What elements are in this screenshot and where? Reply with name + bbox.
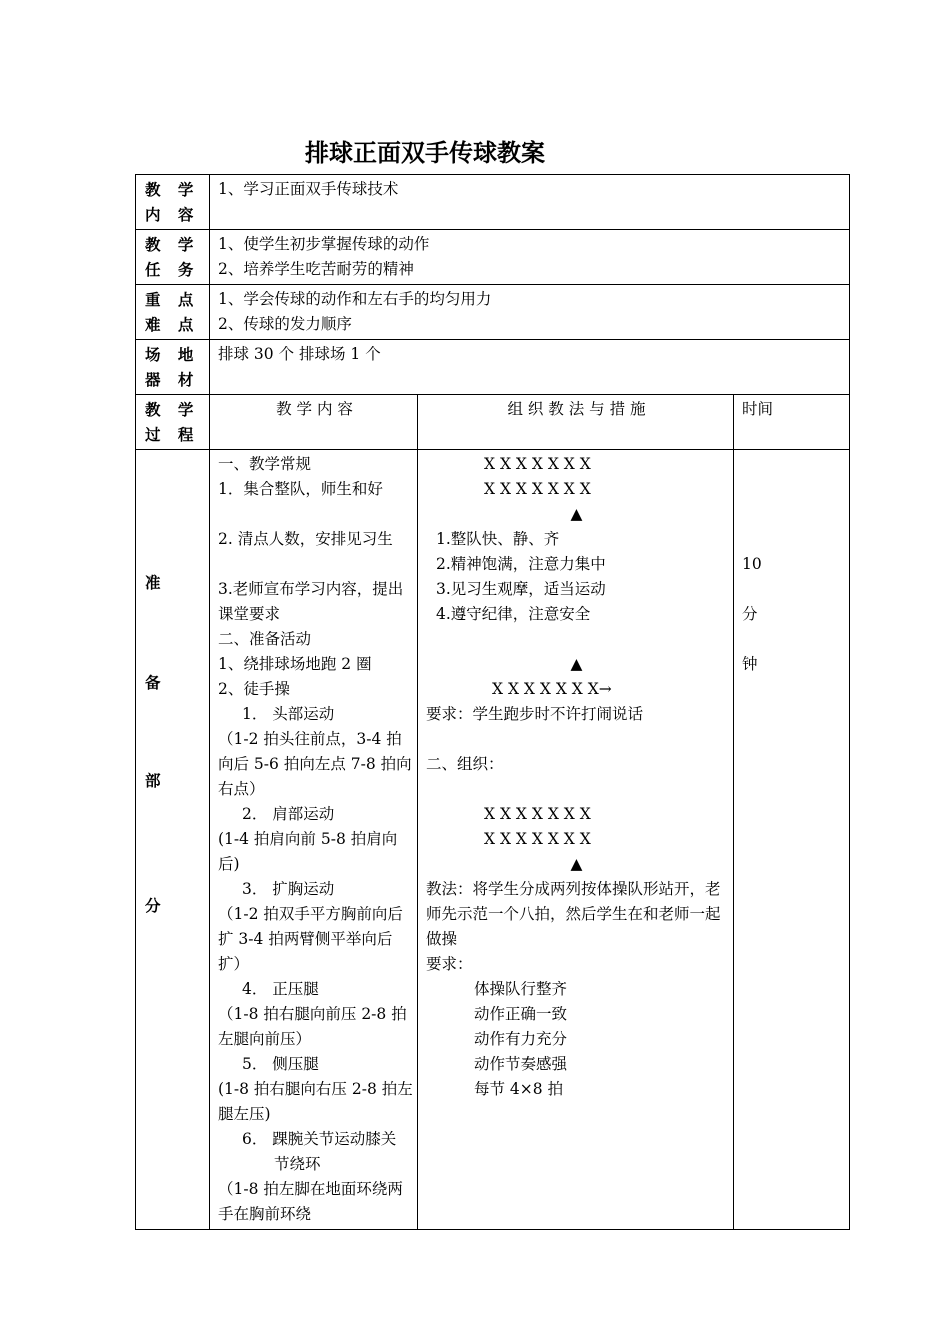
teacher-marker: ▲ bbox=[570, 505, 583, 523]
col-header-organization: 组 织 教 法 与 措 施 bbox=[418, 395, 734, 450]
row-preparation bbox=[136, 450, 850, 1230]
label-teaching-task: 教 学 任 务 bbox=[136, 230, 210, 285]
row-teaching-task bbox=[136, 230, 850, 285]
teacher-marker: ▲ bbox=[570, 655, 583, 673]
col-header-content: 教 学 内 容 bbox=[210, 395, 418, 450]
lesson-plan-table bbox=[135, 174, 850, 1230]
label-venue-equipment: 场 地 器 材 bbox=[136, 340, 210, 395]
value-venue-equipment: 排球 30 个 排球场 1 个 bbox=[210, 340, 850, 395]
row-venue-equipment bbox=[136, 340, 850, 395]
phase-label-preparation: 准 备 部 分 bbox=[136, 450, 210, 1230]
label-teaching-content: 教 学 内 容 bbox=[136, 175, 210, 230]
teacher-marker: ▲ bbox=[570, 855, 583, 873]
preparation-content: 一、教学常规 1．集合整队，师生和好 2. 清点人数，安排见习生 3.老师宣布学习内容，提出课堂要求 二、准备活动 1、绕排球场地跑 2 圈 2、徒手操 1． 头部运动 （1-2 拍头往前点，3-4 拍向后 5-6 拍向左点 7-8 拍向右点） 2． 肩部运动 (1-4 拍肩向前 5-8 拍肩向后) 3． 扩胸运动 （1-2 拍双手平方胸前向后扩 3-4 拍两臂侧平举向后扩） 4． 正压腿 （1-8 拍右腿向前压 2-8 拍左腿向前压） 5． 侧压腿 (1-8 拍右腿向右压 2-8 拍左腿左压) 6． 踝腕关节运动膝关 节绕环 （1-8 拍左脚在地面环绕两手在胸前环绕 bbox=[210, 450, 418, 1230]
row-key-points bbox=[136, 285, 850, 340]
label-key-points: 重 点 难 点 bbox=[136, 285, 210, 340]
label-teaching-process: 教 学 过 程 bbox=[136, 395, 210, 450]
page-title: 排球正面双手传球教案 bbox=[305, 138, 545, 167]
value-key-points: 1、学会传球的动作和左右手的均匀用力 2、传球的发力顺序 bbox=[210, 285, 850, 340]
col-header-time: 时间 bbox=[734, 395, 850, 450]
preparation-time: 10 分 钟 bbox=[734, 450, 850, 1230]
preparation-organization: X X X X X X X X X X X X X X ▲ 1.整队快、静、齐 2.精神饱满，注意力集中 3.见习生观摩，适当运动 4.遵守纪律，注意安全 ▲ X X X X X X X→ 要求：学生跑步时不许打闹说话 二、组织： X X X X X X X X X X X X X X ▲ 教法：将学生分成两列按体操队形站开，老师先示范一个八拍，然后学生在和老师一起做操 要求： 体操队行整齐 动作正确一致 动作有力充分 动作节奏感强 每节 4×8 拍 bbox=[418, 450, 734, 1230]
value-teaching-task: 1、使学生初步掌握传球的动作 2、培养学生吃苦耐劳的精神 bbox=[210, 230, 850, 285]
row-teaching-content bbox=[136, 175, 850, 230]
row-process-header bbox=[136, 395, 850, 450]
value-teaching-content: 1、学习正面双手传球技术 bbox=[210, 175, 850, 230]
